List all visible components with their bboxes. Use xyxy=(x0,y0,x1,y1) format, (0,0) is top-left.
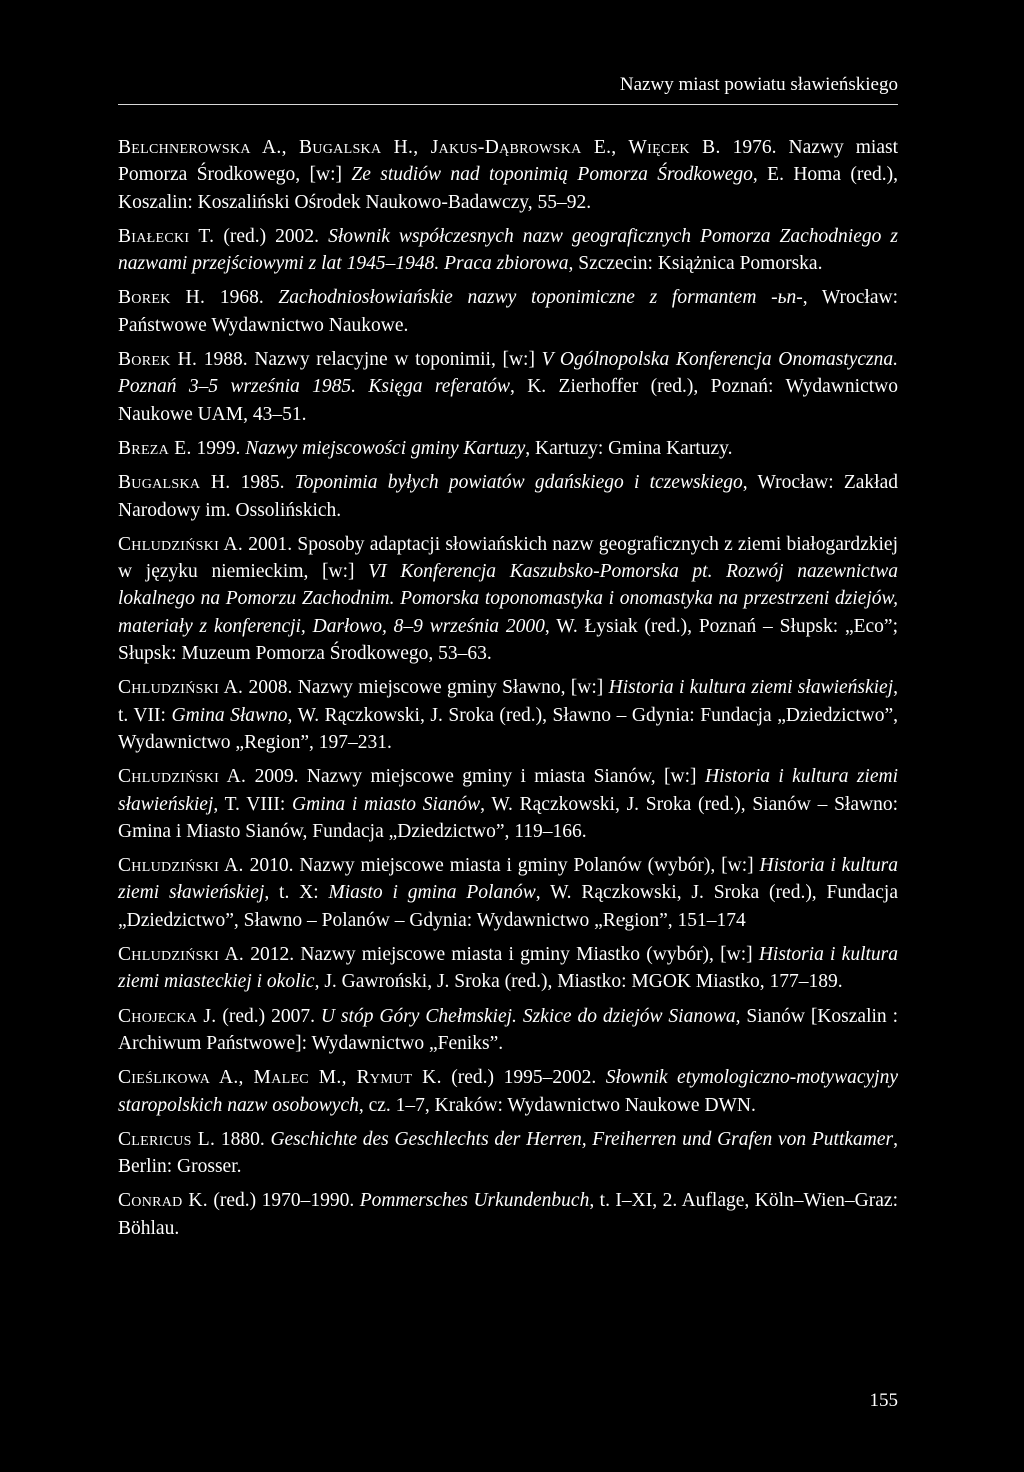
entry-title: Słownik etymologiczno-motywacyjny staropolskich nazw osobowych xyxy=(118,1067,898,1116)
entry-text: , W. Rączkowski, J. Sroka (red.), Sławno – Gdynia: Fundacja „Dziedzictwo”, Wydawnictwo „Region”, 197–231. xyxy=(118,704,898,753)
bibliography-entry xyxy=(118,223,898,278)
entry-title: Gmina i miasto Sianów xyxy=(292,793,481,815)
entry-text: , t. X: xyxy=(264,882,329,904)
bibliography-entry xyxy=(118,469,898,524)
bibliography-entry xyxy=(118,1064,898,1119)
entry-title: Ze studiów nad toponimią Pomorza Środkowego xyxy=(351,164,753,186)
entry-title: V Ogólnopolska Konferencja Onomastyczna. Poznań 3–5 września 1985. Księga referatów xyxy=(118,349,898,398)
entry-title: Historia i kultura ziemi miasteckiej i okolic xyxy=(118,944,898,993)
entry-title: Nazwy miejscowości gminy Kartuzy xyxy=(245,437,526,459)
page-number: 155 xyxy=(869,1390,898,1411)
entry-title: Historia i kultura ziemi sławieńskiej xyxy=(608,677,894,699)
bibliography-entry xyxy=(118,1003,898,1058)
entry-text: (red.) 1995–2002. xyxy=(441,1067,606,1089)
entry-title: Historia i kultura ziemi sławieńskiej xyxy=(118,766,899,815)
entry-author: Białecki T. xyxy=(118,225,215,247)
entry-title: VI Konferencja Kaszubsko-Pomorska pt. Rozwój nazewnictwa lokalnego na Pomorzu Zachodnim. Pomorska toponomastyka i onomastyka na przestrzeni dziejów, materiały z konferencji, Darłowo, 8–9 września 2000 xyxy=(118,561,898,637)
entry-text: (red.) 1970–1990. xyxy=(207,1190,360,1212)
bibliography-entry xyxy=(118,852,898,934)
entry-text: , Wrocław: Państwowe Wydawnictwo Naukowe. xyxy=(118,287,899,336)
entry-text: , t. VII: xyxy=(118,677,899,726)
entry-author: Borek H. xyxy=(118,349,198,371)
entry-text: (red.) 2007. xyxy=(216,1005,321,1027)
entry-text: 2009. Nazwy miejscowe gminy i miasta Sianów, [w:] xyxy=(246,766,705,788)
entry-text: , J. Gawroński, J. Sroka (red.), Miastko: MGOK Miastko, 177–189. xyxy=(314,971,843,993)
entry-text: , W. Łysiak (red.), Poznań – Słupsk: „Eco”; Słupsk: Muzeum Pomorza Środkowego, 53–63. xyxy=(118,615,898,665)
entry-text: 2012. Nazwy miejscowe miasta i gminy Miastko (wybór), [w:] xyxy=(244,944,759,966)
bibliography-entry xyxy=(118,134,898,216)
entry-text: , Sianów [Koszalin : Archiwum Państwowe]: Wydawnictwo „Feniks”. xyxy=(118,1005,899,1054)
entry-title: U stóp Góry Chełmskiej. Szkice do dziejów Sianowa xyxy=(320,1005,736,1027)
bibliography-entry xyxy=(118,435,898,462)
entry-text: , Kartuzy: Gmina Kartuzy. xyxy=(525,437,733,459)
entry-text: 2001. Sposoby adaptacji słowiańskich nazw geograficznych z ziemi białogardzkiej w języku niemieckim, [w:] xyxy=(118,533,898,583)
entry-author: Chludziński A. xyxy=(118,677,244,699)
running-header xyxy=(118,74,898,105)
entry-author: Chludziński A. xyxy=(118,533,244,555)
entry-title: Geschichte des Geschlechts der Herren, Freiherren und Grafen von Puttkamer xyxy=(270,1128,894,1150)
entry-text: 1976. Nazwy miast Pomorza Środkowego, [w:] xyxy=(118,137,898,186)
entry-text: 2008. Nazwy miejscowe gminy Sławno, [w:] xyxy=(243,677,609,699)
bibliography-entry xyxy=(118,674,898,756)
bibliography-entry xyxy=(118,763,898,845)
bibliography-list xyxy=(118,134,898,1249)
entry-text: , Berlin: Grosser. xyxy=(118,1128,898,1178)
entry-text: , W. Rączkowski, J. Sroka (red.), Sianów – Sławno: Gmina i Miasto Sianów, Fundacja „Dziedzictwo”, 119–166. xyxy=(118,793,898,842)
entry-text: , T. VIII: xyxy=(213,793,293,815)
entry-text: , Szczecin: Książnica Pomorska. xyxy=(568,253,823,275)
entry-title: Toponimia byłych powiatów gdańskiego i tczewskiego xyxy=(294,472,743,494)
entry-text: 1880. xyxy=(215,1128,271,1150)
entry-text: 1968. xyxy=(205,287,279,309)
bibliography-entry xyxy=(118,1187,898,1242)
entry-title: Gmina Sławno xyxy=(171,704,288,726)
entry-text: (red.) 2002. xyxy=(214,225,329,247)
entry-author: Chojecka J. xyxy=(118,1005,217,1027)
bibliography-entry xyxy=(118,531,898,667)
bibliography-entry xyxy=(118,941,898,996)
entry-text: , t. I–XI, 2. Auflage, Köln–Wien–Graz: Böhlau. xyxy=(118,1190,898,1239)
entry-author: Chludziński A. xyxy=(118,766,247,788)
entry-title: Zachodniosłowiańskie nazwy toponimiczne z formantem -ьn- xyxy=(278,287,803,309)
entry-author: Bugalska H. xyxy=(118,472,231,494)
entry-title: Słownik współczesnych nazw geograficznych Pomorza Zachodniego z nazwami przejściowymi z lat 1945–1948. Praca zbiorowa xyxy=(118,225,898,275)
entry-author: Breza E. xyxy=(118,437,192,459)
entry-title: Miasto i gmina Polanów xyxy=(328,882,536,904)
entry-text: , K. Zierhoffer (red.), Poznań: Wydawnictwo Naukowe UAM, 43–51. xyxy=(118,376,898,425)
entry-text: 1988. Nazwy relacyjne w toponimii, [w:] xyxy=(197,349,542,371)
entry-author: Cieślikowa A., Malec M., Rymut K. xyxy=(118,1067,442,1089)
bibliography-entry xyxy=(118,284,898,339)
entry-text: 2010. Nazwy miejscowe miasta i gminy Polanów (wybór), [w:] xyxy=(243,855,760,877)
entry-title: Historia i kultura ziemi sławieńskiej xyxy=(118,855,898,904)
entry-author: Belchnerowska A., Bugalska H., Jakus-Dąbrowska E., Więcek B. xyxy=(118,137,721,158)
entry-author: Borek H. xyxy=(118,287,206,309)
running-title: Nazwy miast powiatu sławieńskiego xyxy=(619,74,898,95)
bibliography-entry xyxy=(118,1126,898,1181)
entry-title: Pommersches Urkundenbuch xyxy=(359,1190,590,1212)
entry-author: Conrad K. xyxy=(118,1190,208,1212)
entry-text: , cz. 1–7, Kraków: Wydawnictwo Naukowe DWN. xyxy=(358,1094,756,1116)
entry-text: 1985. xyxy=(230,472,295,494)
entry-text: 1999. xyxy=(191,437,246,459)
entry-text: , W. Rączkowski, J. Sroka (red.), Fundacja „Dziedzictwo”, Sławno – Polanów – Gdynia: Wydawnictwo „Region”, 151–174 xyxy=(118,882,898,931)
bibliography-entry xyxy=(118,346,898,428)
entry-author: Chludziński A. xyxy=(118,944,245,966)
entry-author: Clericus L. xyxy=(118,1128,216,1150)
entry-text: , Wrocław: Zakład Narodowy im. Ossolińskich. xyxy=(118,472,898,521)
entry-author: Chludziński A. xyxy=(118,855,244,877)
entry-text: , E. Homa (red.), Koszalin: Koszaliński Ośrodek Naukowo-Badawczy, 55–92. xyxy=(118,164,898,213)
